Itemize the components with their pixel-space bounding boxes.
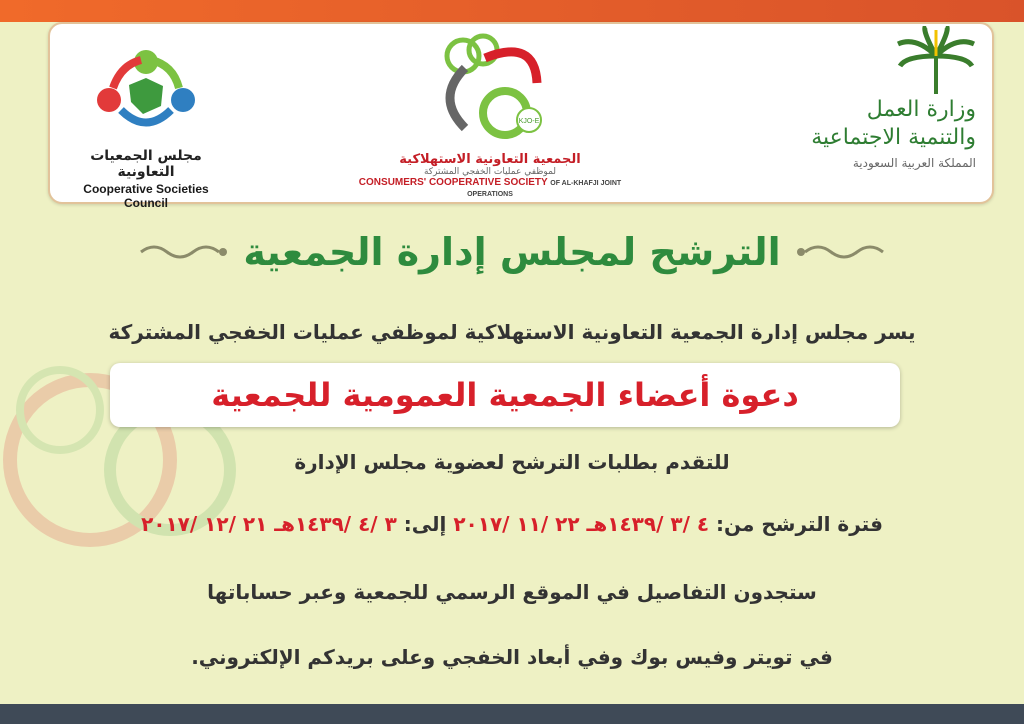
council-emblem-icon <box>91 40 201 140</box>
top-accent-bar <box>0 0 1024 22</box>
social-text: في تويتر وفيس بوك وفي أبعاد الخفجي وعلى بريدكم الإلكتروني. <box>191 645 833 669</box>
period-date-to: ٣ /٤ /١٤٣٩هـ ٢١ /١٢ /٢٠١٧ <box>141 512 397 536</box>
council-logo <box>66 40 226 210</box>
details-text: ستجدون التفاصيل في الموقع الرسمي للجمعية وعبر حساباتها <box>207 580 817 604</box>
ornament-left-icon <box>139 242 229 262</box>
society-name-en <box>340 177 640 199</box>
council-name-en: Cooperative Societies Council <box>83 182 209 210</box>
announcement-subtitle: يسر مجلس إدارة الجمعية التعاونية الاستهلاكية لموظفي عمليات الخفجي المشتركة <box>108 320 916 344</box>
nomination-period <box>40 512 984 536</box>
council-name-ar: مجلس الجمعيات التعاونية <box>90 148 202 180</box>
ministry-name-line1: وزارة العمل <box>866 97 976 122</box>
title-row <box>60 222 964 282</box>
society-name-en-main: CONSUMERS' COOPERATIVE SOCIETY <box>358 177 548 188</box>
palm-tree-icon <box>896 26 976 96</box>
society-badge-text: KJO-E <box>518 118 540 125</box>
invitation-text: دعوة أعضاء الجمعية العمومية للجمعية <box>211 376 799 414</box>
society-emblem-icon <box>425 28 555 148</box>
period-label-from: فترة الترشح من: <box>716 512 883 536</box>
ministry-logo <box>770 26 976 196</box>
bottom-accent-bar <box>0 704 1024 724</box>
society-name-en-sub: OF AL-KHAFJI JOINT OPERATIONS <box>467 180 622 198</box>
period-date-from: ٤ /٣ /١٤٣٩هـ ٢٢ /١١ /٢٠١٧ <box>453 512 710 536</box>
society-name-ar: الجمعية التعاونية الاستهلاكية <box>399 152 581 167</box>
invitation-banner <box>110 363 900 427</box>
apply-text: للتقدم بطلبات الترشح لعضوية مجلس الإدارة <box>294 450 730 474</box>
ministry-name-line2: والتنمية الاجتماعية <box>811 125 976 150</box>
page-title: الترشح لمجلس إدارة الجمعية <box>243 230 781 274</box>
society-logo <box>340 28 640 198</box>
ministry-country: المملكة العربية السعودية <box>852 156 976 170</box>
society-subname-ar: لموظفي عمليات الخفجي المشتركة <box>423 167 557 177</box>
ornament-right-icon <box>795 242 885 262</box>
period-label-to: إلى: <box>403 512 447 536</box>
